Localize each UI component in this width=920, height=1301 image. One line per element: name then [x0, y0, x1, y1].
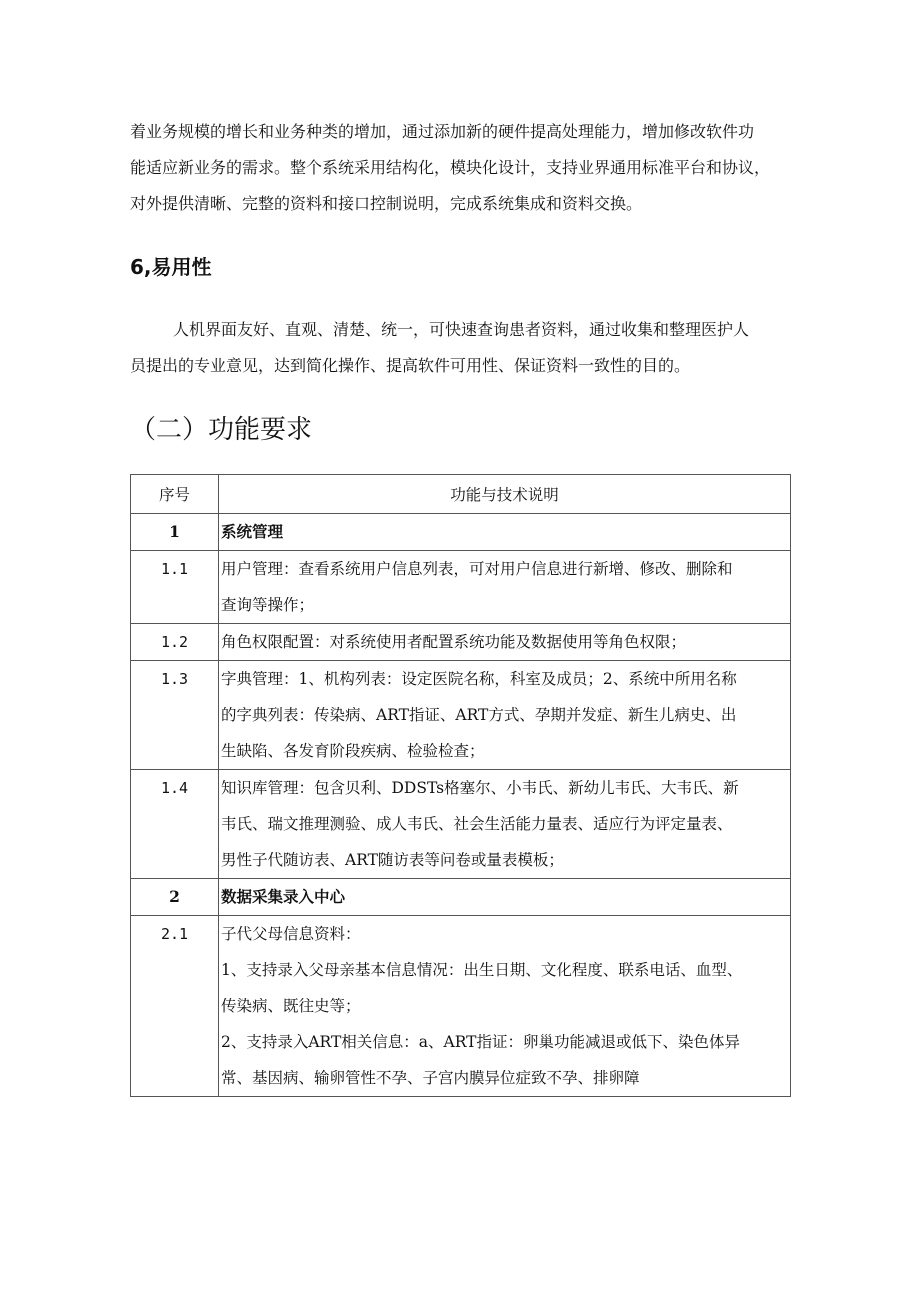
paragraph-line: 人机界面友好、直观、清楚、统一，可快速查询患者资料，通过收集和整理医护人: [173, 320, 750, 339]
table-row: [131, 624, 791, 661]
table-row: [131, 916, 791, 1097]
description-line: 用户管理：查看系统用户信息列表，可对用户信息进行新增、修改、删除和: [221, 560, 733, 578]
header-desc: 功能与技术说明: [219, 475, 791, 514]
description-line: 常、基因病、输卵管性不孕、子宫内膜异位症致不孕、排卵障: [221, 1069, 640, 1087]
intro-paragraph: [130, 114, 795, 222]
description-line: 查询等操作；: [221, 596, 315, 614]
description-line: 韦氏、瑞文推理测验、成人韦氏、社会生活能力量表、适应行为评定量表、: [221, 815, 733, 833]
description-line: 男性子代随访表、ART随访表等问卷或量表模板；: [221, 851, 564, 869]
row-number: 1.3: [131, 661, 219, 770]
paragraph-line: 员提出的专业意见，达到简化操作、提高软件可用性、保证资料一致性的目的。: [130, 356, 691, 375]
section-title: [219, 879, 791, 916]
description-line: 数据采集录入中心: [221, 888, 346, 906]
row-description: [219, 661, 791, 770]
table-row: [131, 551, 791, 624]
table-row: [131, 770, 791, 879]
row-number: 1.4: [131, 770, 219, 879]
description-line: 生缺陷、各发育阶段疾病、检验检查；: [221, 742, 485, 760]
row-number: 2.1: [131, 916, 219, 1097]
description-line: 2、支持录入ART相关信息：a、ART指证：卵巢功能减退或低下、染色体异: [221, 1033, 740, 1051]
requirements-table: [130, 474, 791, 1097]
section-title: [219, 514, 791, 551]
description-line: 知识库管理：包含贝利、DDSTs格塞尔、小韦氏、新幼儿韦氏、大韦氏、新: [221, 779, 739, 797]
row-number: 1.2: [131, 624, 219, 661]
paragraph-line: 着业务规模的增长和业务种类的增加，通过添加新的硬件提高处理能力，增加修改软件功: [130, 122, 755, 141]
usability-paragraph: [130, 312, 795, 384]
row-description: [219, 770, 791, 879]
functional-requirements-heading: （二）功能要求: [130, 415, 313, 445]
table-section-row: [131, 879, 791, 916]
table-body: [131, 514, 791, 1097]
row-description: [219, 551, 791, 624]
row-description: [219, 916, 791, 1097]
description-line: 角色权限配置：对系统使用者配置系统功能及数据使用等角色权限；: [221, 633, 687, 651]
header-no: 序号: [131, 475, 219, 514]
table-header-row: [131, 475, 791, 514]
usability-heading: 6,易用性: [130, 255, 212, 279]
paragraph-line: 对外提供清晰、完整的资料和接口控制说明，完成系统集成和资料交换。: [130, 194, 643, 213]
row-number: 1.1: [131, 551, 219, 624]
description-line: 的字典列表：传染病、ART指证、ART方式、孕期并发症、新生儿病史、出: [221, 706, 737, 724]
paragraph-line: 能适应新业务的需求。整个系统采用结构化，模块化设计，支持业界通用标准平台和协议，: [130, 158, 771, 177]
description-line: 传染病、既往史等；: [221, 997, 361, 1015]
row-number: 1: [131, 514, 219, 551]
row-description: [219, 624, 791, 661]
description-line: 1、支持录入父母亲基本信息情况：出生日期、文化程度、联系电话、血型、: [221, 961, 743, 979]
table-section-row: [131, 514, 791, 551]
description-line: 系统管理: [221, 523, 284, 541]
description-line: 字典管理：1、机构列表：设定医院名称，科室及成员；2、系统中所用名称: [221, 670, 737, 688]
table-row: [131, 661, 791, 770]
description-line: 子代父母信息资料：: [221, 925, 361, 943]
row-number: 2: [131, 879, 219, 916]
